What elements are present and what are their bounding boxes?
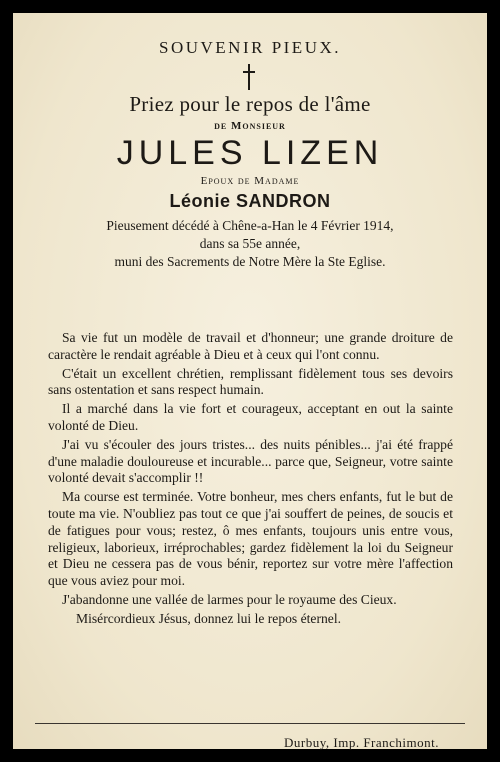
paragraph-3: Il a marché dans la vie fort et courageux, acceptant en out la sainte volonté de Dieu. [48, 401, 453, 433]
spouse-prefix: Epoux de Madame [200, 175, 300, 187]
paragraph-4: J'ai vu s'écouler des jours tristes... des nuits pénibles... j'ai été frappé d'une maladie douloureuse et incurable... parce que, Seigneur, votre sainte volonté devait s'accomplir !! [48, 436, 453, 486]
footer-divider [35, 723, 465, 724]
title-prefix: de Monsieur [214, 120, 286, 132]
card-heading: SOUVENIR PIEUX. [159, 38, 341, 57]
death-line-2: dans sa 55e année, [199, 236, 301, 251]
memorial-card [13, 13, 487, 749]
paragraph-5: Ma course est terminée. Votre bonheur, mes chers enfants, fut le but de toute ma vie. N'oubliez pas tout ce que j'ai souffert de peines, de soucis et de fatigues pour vous; restez, ô mes enfants, toujours unis entre vous, religieux, laborieux, irréprochables; gardez fidèlement la loi du Seigneur et Dieu ne cessera pas de vous bénir, reportez sur votre mère l'affection que vous aviez pour moi. [48, 489, 453, 589]
prayer-line: Priez pour le repos de l'âme [129, 92, 371, 116]
paragraph-1: Sa vie fut un modèle de travail et d'honneur; une grande droiture de caractère le rendait agréable à Dieu et à ceux qui l'ont connu. [48, 330, 453, 362]
death-line-3: muni des Sacrements de Notre Mère la Ste Eglise. [114, 254, 386, 269]
card-body [48, 330, 453, 628]
paragraph-6: J'abandonne une vallée de larmes pour le royaume des Cieux. [62, 591, 397, 607]
cross-icon [243, 64, 257, 90]
printer-credit: Durbuy, Imp. Franchimont. [284, 735, 439, 750]
card-header [13, 13, 487, 271]
paragraph-2: C'était un excellent chrétien, remplissant fidèlement tous ses devoirs sans ostentation et sans respect humain. [48, 365, 453, 398]
death-notice [13, 217, 487, 271]
deceased-name: JULES LIZEN [116, 134, 384, 172]
death-line-1: Pieusement décédé à Chêne-a-Han le 4 Février 1914, [106, 218, 394, 233]
paragraph-7: Misércordieux Jésus, donnez lui le repos éternel. [76, 610, 341, 626]
spouse-name: Léonie SANDRON [169, 191, 331, 211]
